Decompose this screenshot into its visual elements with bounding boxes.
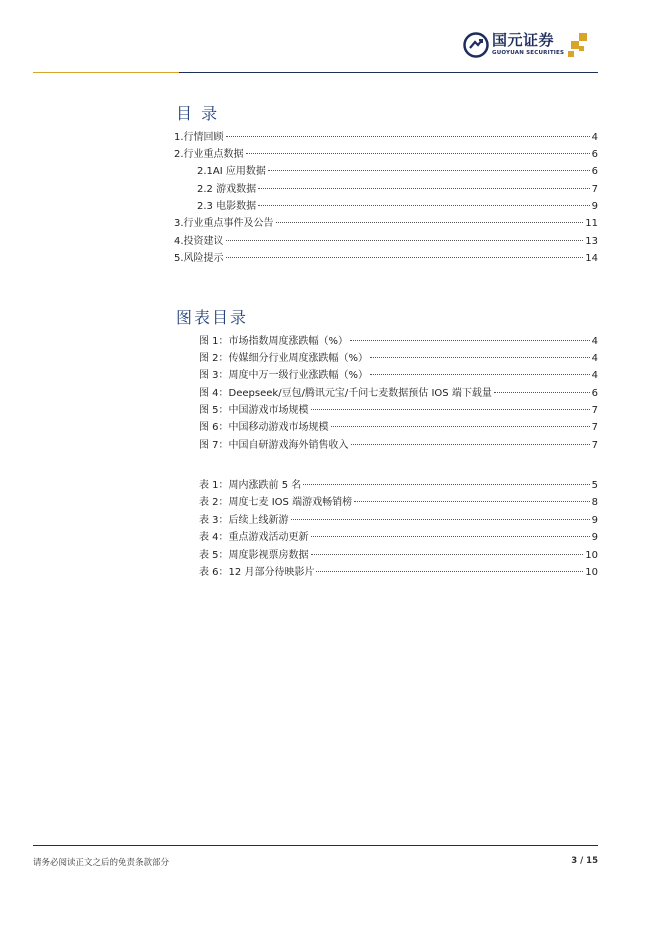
toc-entry-label: 4.投资建议	[174, 236, 224, 247]
footer-divider	[33, 845, 598, 846]
table-entry-label: 表 2：周度七麦 IOS 端游戏畅销榜	[199, 497, 353, 508]
table-entry[interactable]	[199, 548, 598, 564]
figure-entry[interactable]	[199, 368, 598, 384]
dot-leader	[494, 392, 590, 393]
dot-leader	[276, 222, 584, 223]
toc-entry-page: 6	[591, 166, 598, 177]
dot-leader	[246, 153, 590, 154]
figure-entry-label: 图 7：中国自研游戏海外销售收入	[199, 440, 349, 451]
table-entry-label: 表 4：重点游戏活动更新	[199, 532, 309, 543]
toc-entry-page: 7	[591, 184, 598, 195]
table-entry-page: 8	[591, 497, 598, 508]
dot-leader	[226, 240, 584, 241]
figure-entry-label: 图 6：中国移动游戏市场规模	[199, 422, 329, 433]
page-number: 3 / 15	[571, 856, 598, 866]
figure-entry[interactable]	[199, 438, 598, 454]
table-entry[interactable]	[199, 530, 598, 546]
footer-disclaimer: 请务必阅读正文之后的免责条款部分	[33, 858, 170, 868]
toc-entry[interactable]	[174, 130, 598, 146]
dot-leader	[226, 136, 590, 137]
figure-entry[interactable]	[199, 351, 598, 367]
table-entry[interactable]	[199, 565, 598, 581]
dot-leader	[268, 170, 590, 171]
dot-leader	[258, 188, 590, 189]
figure-entry-page: 7	[591, 440, 598, 451]
table-entry-page: 10	[585, 550, 598, 561]
dot-leader	[291, 519, 590, 520]
company-logo	[463, 30, 589, 60]
toc-entry[interactable]	[197, 182, 598, 198]
toc-entry-label: 2.2 游戏数据	[197, 184, 257, 195]
toc-entry[interactable]	[174, 251, 598, 267]
dot-leader	[303, 484, 589, 485]
toc-entry-page: 4	[591, 132, 598, 143]
charts-toc-title: 图表目录	[176, 308, 249, 327]
figure-entry-page: 4	[591, 370, 598, 381]
toc-entry-page: 14	[585, 253, 598, 264]
table-entry[interactable]	[199, 495, 598, 511]
figure-entry-label: 图 1：市场指数周度涨跌幅（%）	[199, 336, 349, 347]
dot-leader	[311, 409, 590, 410]
dot-leader	[311, 536, 590, 537]
figure-entry-page: 6	[591, 388, 598, 399]
toc-entry[interactable]	[174, 216, 598, 232]
toc-entry[interactable]	[174, 147, 598, 163]
figure-entry[interactable]	[199, 420, 598, 436]
toc-entry-label: 3.行业重点事件及公告	[174, 218, 274, 229]
toc-entry-label: 1.行情回顾	[174, 132, 224, 143]
figure-entry-label: 图 3：周度中万一级行业涨跌幅（%）	[199, 370, 369, 381]
dot-leader	[316, 571, 583, 572]
toc-entry[interactable]	[174, 234, 598, 250]
table-entry-page: 10	[585, 567, 598, 578]
toc-entry-label: 2.行业重点数据	[174, 149, 244, 160]
toc-entry-label: 2.1AI 应用数据	[197, 166, 266, 177]
figure-entry-page: 4	[591, 336, 598, 347]
toc-title: 目 录	[176, 104, 220, 123]
dot-leader	[351, 444, 590, 445]
figure-entry-label: 图 4：Deepseek/豆包/腾讯元宝/千问七麦数据预估 IOS 端下载量	[199, 388, 492, 399]
dot-leader	[370, 374, 590, 375]
guoyuan-logo-icon	[463, 32, 489, 58]
toc-entry-page: 13	[585, 236, 598, 247]
table-entry-page: 9	[591, 532, 598, 543]
table-entry-label: 表 6：12 月部分待映影片	[199, 567, 315, 578]
table-entry-label: 表 3：后续上线新游	[199, 515, 289, 526]
table-entry-page: 9	[591, 515, 598, 526]
figure-entry-page: 7	[591, 405, 598, 416]
table-entry[interactable]	[199, 513, 598, 529]
toc-entry-page: 6	[591, 149, 598, 160]
figure-entry-page: 7	[591, 422, 598, 433]
dot-leader	[354, 501, 590, 502]
logo-english-name: GUOYUAN SECURITIES	[492, 50, 565, 57]
dot-leader	[258, 205, 590, 206]
figure-entry-page: 4	[591, 353, 598, 364]
toc-entry[interactable]	[197, 164, 598, 180]
figure-entry-label: 图 2：传媒细分行业周度涨跌幅（%）	[199, 353, 369, 364]
dot-leader	[311, 554, 584, 555]
toc-entry-page: 11	[585, 218, 598, 229]
table-entry-page: 5	[591, 480, 598, 491]
table-entry-label: 表 1：周内涨跌前 5 名	[199, 480, 302, 491]
dot-leader	[370, 357, 590, 358]
figure-entry[interactable]	[199, 334, 598, 350]
dot-leader	[226, 257, 584, 258]
gold-square-mark-icon	[567, 32, 589, 58]
figure-entry[interactable]	[199, 386, 598, 402]
toc-entry-label: 2.3 电影数据	[197, 201, 257, 212]
table-entry-label: 表 5：周度影视票房数据	[199, 550, 309, 561]
toc-entry-page: 9	[591, 201, 598, 212]
figure-entry-label: 图 5：中国游戏市场规模	[199, 405, 309, 416]
toc-entry-label: 5.风险提示	[174, 253, 224, 264]
dot-leader	[350, 340, 590, 341]
logo-chinese-name: 国元证券	[492, 31, 555, 50]
toc-entry[interactable]	[197, 199, 598, 215]
figure-entry[interactable]	[199, 403, 598, 419]
dot-leader	[331, 426, 590, 427]
table-entry[interactable]	[199, 478, 598, 494]
